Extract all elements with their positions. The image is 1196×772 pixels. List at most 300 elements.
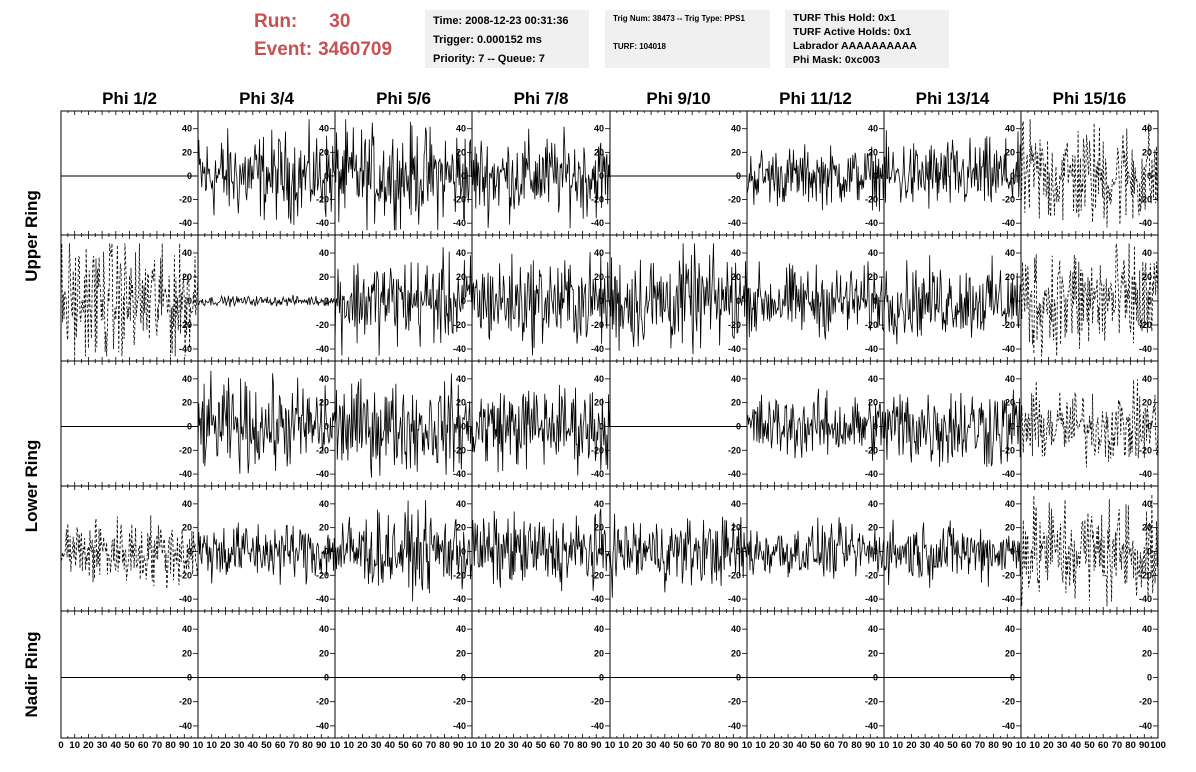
x-tick-label: 10 [480, 740, 492, 751]
y-tick-label: 40 [730, 373, 741, 384]
y-tick-label: -20 [590, 696, 604, 707]
y-tick-label: 0 [323, 170, 329, 181]
waveform-trace [198, 295, 335, 307]
waveform-trace [1021, 494, 1158, 606]
y-tick-label: -20 [1001, 570, 1015, 581]
y-tick-label: 0 [186, 421, 192, 432]
x-tick-label: 80 [1125, 740, 1136, 751]
y-tick-label: 0 [598, 546, 604, 557]
x-tick-label: 90 [453, 740, 464, 751]
y-tick-label: 20 [318, 397, 329, 408]
y-tick-label: 40 [867, 373, 878, 384]
y-tick-label: -20 [727, 445, 741, 456]
x-tick-label: 90 [865, 740, 876, 751]
x-tick-label: 20 [83, 740, 94, 751]
y-tick-label: 20 [730, 648, 741, 659]
y-tick-label: 40 [593, 248, 604, 258]
y-tick-label: -20 [1001, 696, 1015, 707]
y-tick-label: 0 [735, 421, 741, 432]
x-tick-label: 90 [1002, 740, 1013, 751]
x-tick-label: 10 [1015, 740, 1027, 751]
y-tick-label: -20 [1138, 696, 1152, 707]
y-tick-label: 0 [598, 170, 604, 181]
y-tick-label: -40 [315, 469, 329, 480]
y-tick-label: -20 [315, 570, 329, 581]
y-tick-label: -40 [452, 218, 466, 229]
x-tick-label: 70 [837, 740, 849, 751]
waveform-trace [472, 385, 610, 476]
waveform-panel [747, 486, 884, 611]
y-tick-label: -40 [178, 469, 192, 480]
waveform-panel [747, 611, 884, 738]
y-tick-label: -40 [452, 469, 466, 480]
waveform-panel [335, 611, 472, 738]
waveform-panel [472, 235, 610, 361]
y-tick-label: 20 [1141, 522, 1152, 533]
waveform-trace [1021, 243, 1158, 356]
y-tick-label: 40 [730, 123, 741, 134]
y-tick-label: 40 [730, 624, 741, 635]
x-tick-label: 10 [192, 740, 204, 751]
waveform-panel [61, 111, 198, 235]
y-tick-label: 20 [593, 147, 604, 158]
y-tick-label: 0 [735, 546, 741, 557]
waveform-trace [747, 261, 884, 339]
x-tick-label: 10 [618, 740, 629, 751]
waveform-trace [747, 389, 884, 461]
y-tick-label: -20 [864, 320, 878, 330]
x-tick-label: 30 [1056, 740, 1068, 751]
x-tick-label: 30 [919, 740, 931, 751]
trig-num-text: Trig Num: 38473 -- Trig Type: PPS1 [613, 14, 745, 23]
x-tick-label: 20 [769, 740, 780, 751]
y-tick-label: 20 [1141, 397, 1152, 408]
y-tick-label: -20 [178, 696, 192, 707]
x-tick-label: 60 [549, 740, 561, 751]
y-tick-label: 0 [1009, 296, 1015, 306]
y-tick-label: 40 [318, 123, 329, 134]
x-tick-label: 80 [439, 740, 450, 751]
y-tick-label: 40 [867, 498, 878, 509]
y-tick-label: -20 [178, 194, 192, 205]
y-tick-label: 40 [730, 498, 741, 509]
x-tick-label: 50 [947, 740, 958, 751]
waveform-panel [1021, 611, 1158, 738]
y-tick-label: -20 [452, 194, 466, 205]
y-tick-label: -40 [590, 720, 604, 731]
x-tick-label: 40 [384, 740, 396, 751]
y-tick-label: 40 [867, 248, 878, 258]
waveform-trace [198, 523, 335, 585]
y-tick-label: 40 [1141, 624, 1152, 635]
x-tick-label: 10 [604, 740, 616, 751]
y-tick-label: -40 [452, 720, 466, 731]
y-tick-label: -40 [727, 344, 741, 354]
y-tick-label: -40 [590, 469, 604, 480]
y-tick-label: 20 [867, 272, 878, 282]
ring-label: Lower Ring [22, 439, 41, 533]
phi-mask-text: Phi Mask: 0xc003 [793, 54, 880, 66]
column-header-phi: Phi 13/14 [915, 89, 990, 108]
waveform-trace [884, 130, 1021, 209]
y-tick-label: -20 [178, 445, 192, 456]
x-tick-label: 10 [206, 740, 217, 751]
y-tick-label: -40 [315, 218, 329, 229]
waveform-trace [747, 517, 884, 579]
x-tick-label: 20 [494, 740, 505, 751]
y-tick-label: 0 [1146, 672, 1152, 683]
y-tick-label: 40 [318, 624, 329, 635]
y-tick-label: -40 [727, 218, 741, 229]
y-tick-label: 40 [455, 624, 466, 635]
y-tick-label: -20 [1138, 445, 1152, 456]
y-tick-label: 20 [1141, 272, 1152, 282]
y-tick-label: 40 [730, 248, 741, 258]
turf-active-holds-text: TURF Active Holds: 0x1 [793, 26, 912, 38]
x-tick-label: 30 [370, 740, 382, 751]
y-tick-label: 40 [318, 498, 329, 509]
y-tick-label: -40 [864, 344, 878, 354]
x-tick-label: 10 [343, 740, 354, 751]
y-tick-label: 40 [1004, 248, 1015, 258]
x-tick-label: 70 [288, 740, 300, 751]
y-tick-label: -40 [864, 594, 878, 605]
y-tick-label: -20 [1138, 570, 1152, 581]
y-tick-label: 20 [1141, 147, 1152, 158]
x-tick-label: 10 [892, 740, 903, 751]
y-tick-label: 0 [1146, 170, 1152, 181]
x-tick-label: 50 [261, 740, 272, 751]
y-tick-label: -40 [315, 594, 329, 605]
waveform-trace [610, 243, 747, 356]
y-tick-label: 20 [455, 648, 466, 659]
y-tick-label: 0 [1146, 296, 1152, 306]
x-tick-label: 10 [878, 740, 890, 751]
x-tick-label: 70 [563, 740, 574, 751]
y-tick-label: 40 [1004, 498, 1015, 509]
y-tick-label: 0 [598, 672, 604, 683]
run-label: Run: [254, 11, 298, 32]
y-tick-label: 0 [460, 672, 466, 683]
waveform-panel [198, 611, 335, 738]
y-tick-label: 40 [1004, 624, 1015, 635]
y-tick-label: 20 [730, 147, 741, 158]
y-tick-label: -20 [864, 570, 878, 581]
y-tick-label: 20 [593, 648, 604, 659]
y-tick-label: -20 [452, 445, 466, 456]
y-tick-label: 20 [1004, 272, 1015, 282]
y-tick-label: 20 [1004, 648, 1015, 659]
x-tick-label: 20 [906, 740, 917, 751]
y-tick-label: -20 [315, 696, 329, 707]
waveform-panel [335, 486, 472, 611]
y-tick-label: -40 [727, 720, 741, 731]
y-tick-label: 0 [735, 672, 741, 683]
x-tick-label: 30 [96, 740, 108, 751]
y-tick-label: 20 [1141, 648, 1152, 659]
y-tick-label: -20 [315, 320, 329, 330]
waveform-trace [472, 127, 610, 229]
y-tick-label: -20 [727, 696, 741, 707]
x-tick-label: 90 [728, 740, 739, 751]
x-tick-label: 50 [535, 740, 547, 751]
y-tick-label: -20 [590, 194, 604, 205]
y-tick-label: -20 [1001, 445, 1015, 456]
x-tick-label: 70 [700, 740, 712, 751]
y-tick-label: -40 [1001, 720, 1015, 731]
column-header-phi: Phi 1/2 [102, 89, 157, 108]
y-tick-label: 0 [186, 546, 192, 557]
y-tick-label: -20 [1001, 194, 1015, 205]
y-tick-label: -20 [178, 320, 192, 330]
y-tick-label: 0 [460, 296, 466, 306]
y-tick-label: 0 [323, 296, 329, 306]
y-tick-label: 20 [181, 522, 192, 533]
y-tick-label: 40 [455, 123, 466, 134]
y-tick-label: 40 [181, 123, 192, 134]
y-tick-label: -20 [727, 570, 741, 581]
y-tick-label: 20 [730, 272, 741, 282]
y-tick-label: 0 [872, 170, 878, 181]
x-tick-label: 80 [988, 740, 999, 751]
y-tick-label: -40 [1001, 344, 1015, 354]
x-tick-label: 40 [659, 740, 671, 751]
x-tick-label: 10 [466, 740, 478, 751]
y-tick-label: -20 [590, 570, 604, 581]
waveform-trace [472, 252, 610, 355]
waveform-panel [884, 611, 1021, 738]
x-tick-label: 80 [165, 740, 176, 751]
waveform-trace [884, 255, 1021, 344]
y-tick-label: 40 [181, 248, 192, 258]
y-tick-label: 0 [460, 421, 466, 432]
y-tick-label: -40 [1001, 469, 1015, 480]
x-tick-label: 90 [316, 740, 327, 751]
x-tick-label: 50 [398, 740, 409, 751]
waveform-panel [198, 235, 335, 361]
column-header-phi: Phi 15/16 [1052, 89, 1127, 108]
y-tick-label: -40 [1138, 720, 1152, 731]
y-tick-label: -20 [178, 570, 192, 581]
y-tick-label: -20 [864, 445, 878, 456]
y-tick-label: -40 [1138, 469, 1152, 480]
waveform-trace [335, 500, 472, 601]
x-tick-label: 10 [69, 740, 80, 751]
x-tick-label: 60 [411, 740, 423, 751]
y-tick-label: -40 [864, 469, 878, 480]
x-tick-label: 20 [220, 740, 231, 751]
y-tick-label: 40 [1141, 248, 1152, 258]
x-tick-label: 50 [673, 740, 684, 751]
y-tick-label: 40 [867, 123, 878, 134]
x-tick-label: 40 [796, 740, 808, 751]
y-tick-label: 0 [1009, 546, 1015, 557]
x-tick-label: 10 [755, 740, 766, 751]
y-tick-label: 40 [593, 373, 604, 384]
waveform-trace [335, 247, 472, 355]
y-tick-label: -40 [1138, 344, 1152, 354]
waveform-trace [1021, 119, 1158, 227]
y-tick-label: -20 [590, 320, 604, 330]
y-tick-label: 40 [318, 373, 329, 384]
y-tick-label: -20 [1138, 320, 1152, 330]
x-tick-label: 100 [1150, 740, 1166, 751]
y-tick-label: -40 [727, 594, 741, 605]
y-tick-label: -40 [178, 344, 192, 354]
waveform-trace [198, 119, 335, 225]
y-tick-label: -40 [864, 218, 878, 229]
y-tick-label: 40 [593, 123, 604, 134]
y-tick-label: 20 [181, 147, 192, 158]
y-tick-label: -40 [178, 720, 192, 731]
y-tick-label: 40 [1141, 123, 1152, 134]
x-tick-label: 60 [274, 740, 286, 751]
x-tick-label: 50 [810, 740, 821, 751]
y-tick-label: 40 [455, 248, 466, 258]
x-tick-label: 80 [714, 740, 725, 751]
column-header-phi: Phi 7/8 [513, 89, 569, 108]
y-tick-label: 0 [323, 546, 329, 557]
y-tick-label: 20 [593, 397, 604, 408]
y-tick-label: -40 [1138, 594, 1152, 605]
y-tick-label: 0 [186, 296, 192, 306]
waveform-panel [61, 611, 198, 738]
y-tick-label: -40 [452, 344, 466, 354]
x-tick-label: 10 [741, 740, 753, 751]
y-tick-label: -40 [178, 594, 192, 605]
waveform-trace [472, 509, 610, 591]
column-header-phi: Phi 5/6 [376, 89, 431, 108]
labrador-text: Labrador AAAAAAAAAA [793, 40, 917, 52]
y-tick-label: 40 [1004, 373, 1015, 384]
y-tick-label: 20 [593, 272, 604, 282]
x-tick-label: 50 [1084, 740, 1095, 751]
x-tick-label: 20 [357, 740, 368, 751]
y-tick-label: 40 [593, 624, 604, 635]
y-tick-label: 20 [867, 648, 878, 659]
x-tick-label: 60 [1097, 740, 1109, 751]
waveform-panel [61, 361, 198, 486]
y-tick-label: 20 [1004, 147, 1015, 158]
y-tick-label: 20 [1004, 522, 1015, 533]
y-tick-label: -20 [864, 696, 878, 707]
y-tick-label: -20 [452, 320, 466, 330]
waveform-panel [472, 611, 610, 738]
x-tick-label: 80 [302, 740, 313, 751]
y-tick-label: -20 [1001, 320, 1015, 330]
y-tick-label: 0 [460, 546, 466, 557]
waveform-panel [884, 235, 1021, 361]
y-tick-label: 40 [1141, 498, 1152, 509]
x-tick-label: 10 [1029, 740, 1040, 751]
y-tick-label: 40 [1141, 373, 1152, 384]
y-tick-label: 20 [181, 272, 192, 282]
y-tick-label: 40 [318, 248, 329, 258]
ring-label: Nadir Ring [22, 631, 41, 718]
y-tick-label: -40 [178, 218, 192, 229]
x-tick-label: 70 [425, 740, 437, 751]
y-tick-label: 20 [455, 522, 466, 533]
y-tick-label: 0 [598, 296, 604, 306]
column-header-phi: Phi 3/4 [239, 89, 294, 108]
y-tick-label: 0 [1009, 170, 1015, 181]
y-tick-label: -40 [864, 720, 878, 731]
x-tick-label: 70 [974, 740, 986, 751]
x-tick-label: 50 [124, 740, 135, 751]
x-tick-label: 30 [508, 740, 519, 751]
y-tick-label: 0 [735, 170, 741, 181]
y-tick-label: 0 [186, 170, 192, 181]
priority-text: Priority: 7 -- Queue: 7 [433, 53, 545, 65]
y-tick-label: -40 [1001, 594, 1015, 605]
y-tick-label: 40 [593, 498, 604, 509]
x-tick-label: 20 [632, 740, 643, 751]
y-tick-label: 0 [323, 672, 329, 683]
waveform-trace [335, 374, 472, 478]
x-tick-label: 40 [933, 740, 945, 751]
y-tick-label: -20 [1138, 194, 1152, 205]
y-tick-label: 40 [455, 498, 466, 509]
y-tick-label: -20 [452, 696, 466, 707]
x-tick-label: 70 [151, 740, 163, 751]
waveform-trace [61, 243, 198, 356]
y-tick-label: -40 [315, 720, 329, 731]
x-tick-label: 60 [137, 740, 149, 751]
y-tick-label: 20 [867, 147, 878, 158]
y-tick-label: -20 [590, 445, 604, 456]
y-tick-label: -40 [1138, 218, 1152, 229]
y-tick-label: 20 [181, 648, 192, 659]
event-value: 3460709 [318, 39, 393, 60]
x-tick-label: 40 [1070, 740, 1082, 751]
y-tick-label: 20 [867, 522, 878, 533]
y-tick-label: 0 [872, 296, 878, 306]
y-tick-label: -40 [590, 594, 604, 605]
y-tick-label: 0 [186, 672, 192, 683]
y-tick-label: -40 [1001, 218, 1015, 229]
time-text: Time: 2008-12-23 00:31:36 [433, 15, 569, 27]
waveform-trace [335, 119, 472, 230]
y-tick-label: 40 [867, 624, 878, 635]
waveform-trace [1021, 379, 1158, 467]
waveform-panel [610, 111, 747, 235]
y-tick-label: -20 [727, 194, 741, 205]
x-tick-label: 40 [110, 740, 122, 751]
x-tick-label: 90 [590, 740, 602, 751]
y-tick-label: 0 [598, 421, 604, 432]
x-tick-label: 30 [782, 740, 794, 751]
x-tick-label: 30 [233, 740, 245, 751]
event-label: Event: [254, 39, 313, 60]
y-tick-label: -20 [864, 194, 878, 205]
y-tick-label: 20 [455, 397, 466, 408]
y-tick-label: 20 [318, 522, 329, 533]
y-tick-label: 0 [460, 170, 466, 181]
y-tick-label: 0 [1009, 672, 1015, 683]
x-tick-label: 40 [247, 740, 259, 751]
waveform-trace [61, 515, 198, 589]
waveform-trace [610, 514, 747, 598]
y-tick-label: -40 [590, 344, 604, 354]
y-tick-label: 20 [730, 397, 741, 408]
column-header-phi: Phi 9/10 [646, 89, 711, 108]
y-tick-label: 20 [318, 147, 329, 158]
y-tick-label: -20 [452, 570, 466, 581]
y-tick-label: 0 [872, 546, 878, 557]
x-tick-label: 10 [329, 740, 341, 751]
y-tick-label: 0 [735, 296, 741, 306]
y-tick-label: -20 [315, 194, 329, 205]
